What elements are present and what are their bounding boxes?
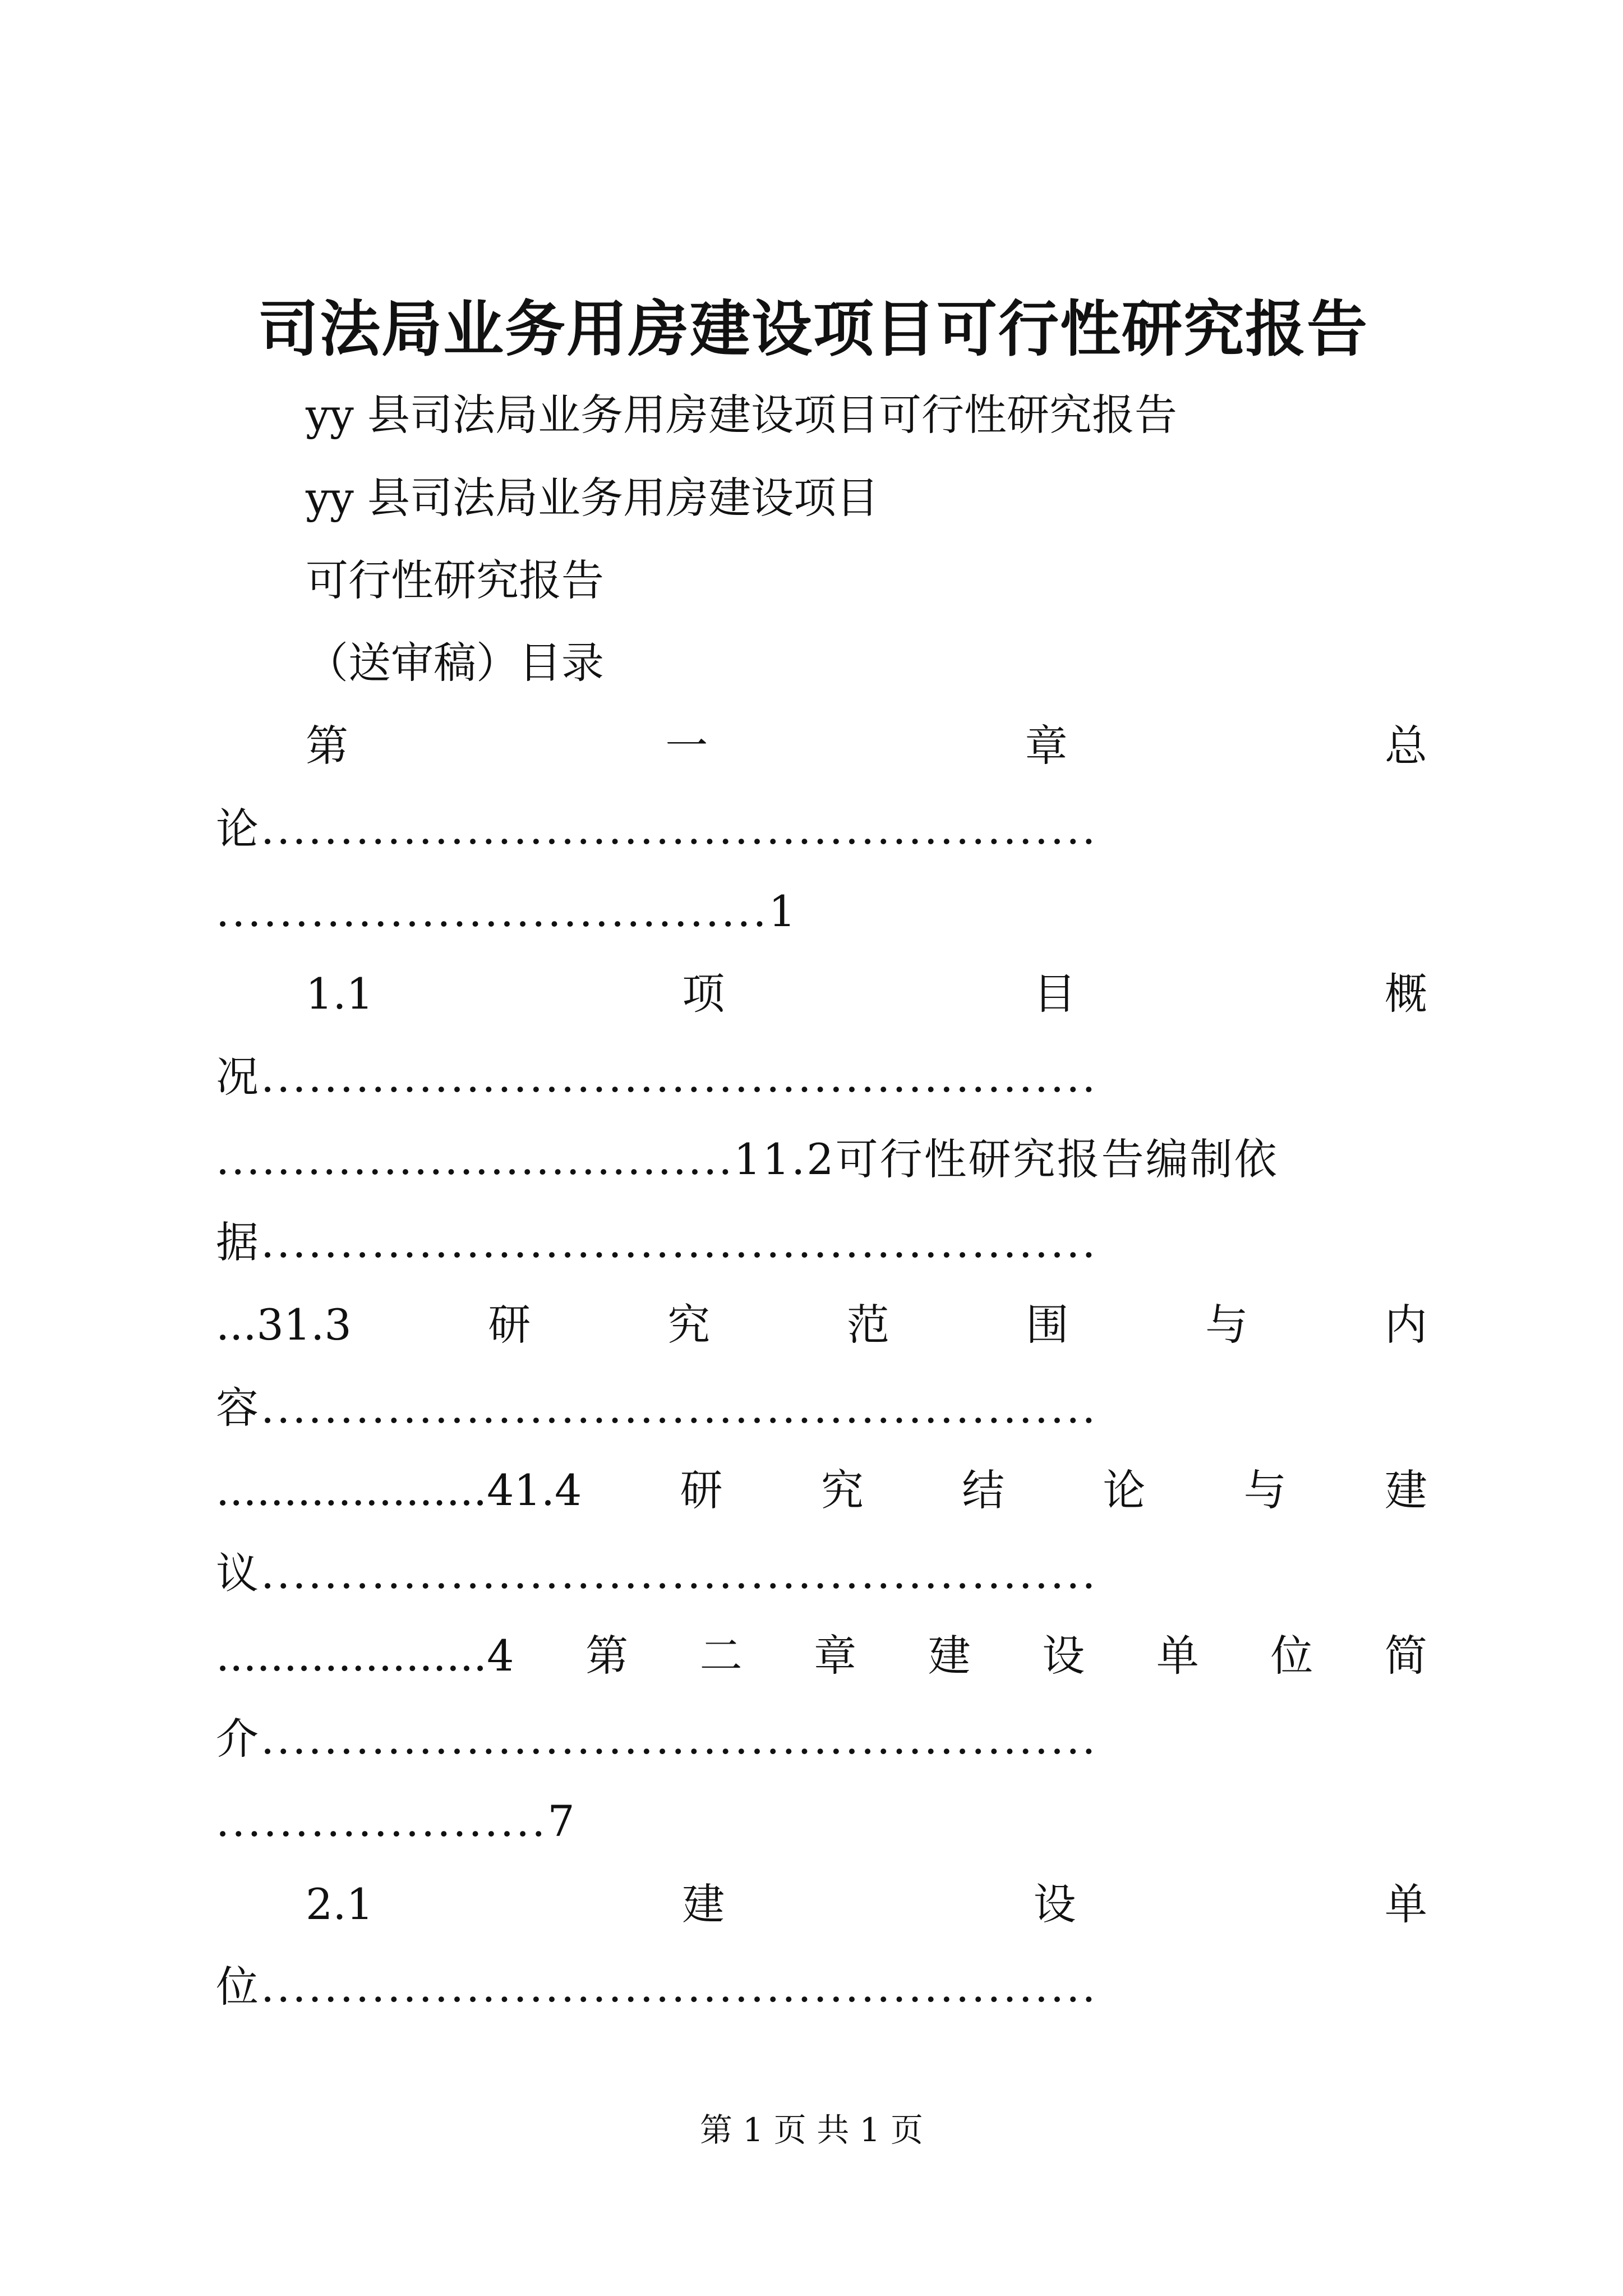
toc-word: 与 <box>1205 1300 1248 1350</box>
toc-word: 位 <box>1270 1631 1313 1681</box>
toc-s11-page: ..................................11.2可行性研究报告编制依 <box>216 1134 1279 1184</box>
toc-word: 一 <box>665 721 708 771</box>
toc-s21-leader: 位..................................................... <box>216 1962 1098 2012</box>
toc-s12-leader: 据..................................................... <box>216 1217 1098 1267</box>
toc-s14-heading <box>216 1462 1427 1519</box>
toc-word: 二 <box>699 1631 743 1681</box>
toc-word: 范 <box>846 1300 889 1350</box>
toc-word: 与 <box>1243 1465 1287 1515</box>
toc-ch2-leader: 介..................................................... <box>216 1714 1098 1764</box>
toc-word: 建 <box>1384 1465 1427 1515</box>
toc-ch1-page: ...................................1 <box>216 886 798 936</box>
toc-word: 概 <box>1385 969 1427 1019</box>
toc-ch2-heading <box>216 1628 1427 1684</box>
toc-word: 研 <box>680 1465 723 1515</box>
toc-word: 2.1 <box>306 1879 374 1929</box>
subtitle-line-2: yy 县司法局业务用房建设项目 <box>306 473 879 523</box>
toc-ch1-leader: 论..................................................... <box>216 804 1098 854</box>
subtitle-line-3: 可行性研究报告 <box>306 555 604 605</box>
toc-word: ...31.3 <box>216 1300 352 1350</box>
page-footer: 第 1 页 共 1 页 <box>700 2111 923 2149</box>
subtitle-line-1: yy 县司法局业务用房建设项目可行性研究报告 <box>306 390 1178 440</box>
toc-word: 单 <box>1385 1879 1427 1929</box>
toc-s11-heading <box>306 966 1427 1022</box>
toc-word: ....................41.4 <box>216 1465 582 1515</box>
toc-word: 究 <box>667 1300 711 1350</box>
toc-word: 研 <box>488 1300 531 1350</box>
toc-word: 论 <box>1103 1465 1146 1515</box>
toc-word: 目 <box>1033 969 1076 1019</box>
toc-word: 简 <box>1384 1631 1427 1681</box>
toc-s21-heading <box>306 1876 1427 1932</box>
toc-word: 建 <box>682 1879 725 1929</box>
toc-word: ....................4 <box>216 1631 514 1681</box>
toc-s13-leader: 容..................................................... <box>216 1383 1098 1433</box>
toc-word: 单 <box>1156 1631 1199 1681</box>
toc-word: 项 <box>682 969 725 1019</box>
toc-s13-heading <box>216 1297 1427 1353</box>
toc-word: 建 <box>928 1631 971 1681</box>
toc-word: 围 <box>1026 1300 1069 1350</box>
toc-word: 设 <box>1033 1879 1076 1929</box>
toc-word: 第 <box>306 721 348 771</box>
toc-word: 结 <box>962 1465 1005 1515</box>
toc-ch2-page: .....................7 <box>216 1796 577 1846</box>
toc-word: 章 <box>814 1631 857 1681</box>
toc-word: 设 <box>1042 1631 1085 1681</box>
toc-ch1-heading <box>306 718 1427 774</box>
document-title: 司法局业务用房建设项目可行性研究报告 <box>257 294 1368 365</box>
subtitle-line-4: （送审稿）目录 <box>306 638 604 688</box>
toc-s11-leader: 况..................................................... <box>216 1052 1098 1102</box>
toc-word: 内 <box>1384 1300 1427 1350</box>
toc-word: 第 <box>585 1631 629 1681</box>
toc-word: 章 <box>1025 721 1068 771</box>
toc-word: 究 <box>820 1465 864 1515</box>
toc-s14-leader: 议..................................................... <box>216 1548 1098 1598</box>
toc-word: 1.1 <box>306 969 374 1019</box>
toc-word: 总 <box>1384 721 1427 771</box>
